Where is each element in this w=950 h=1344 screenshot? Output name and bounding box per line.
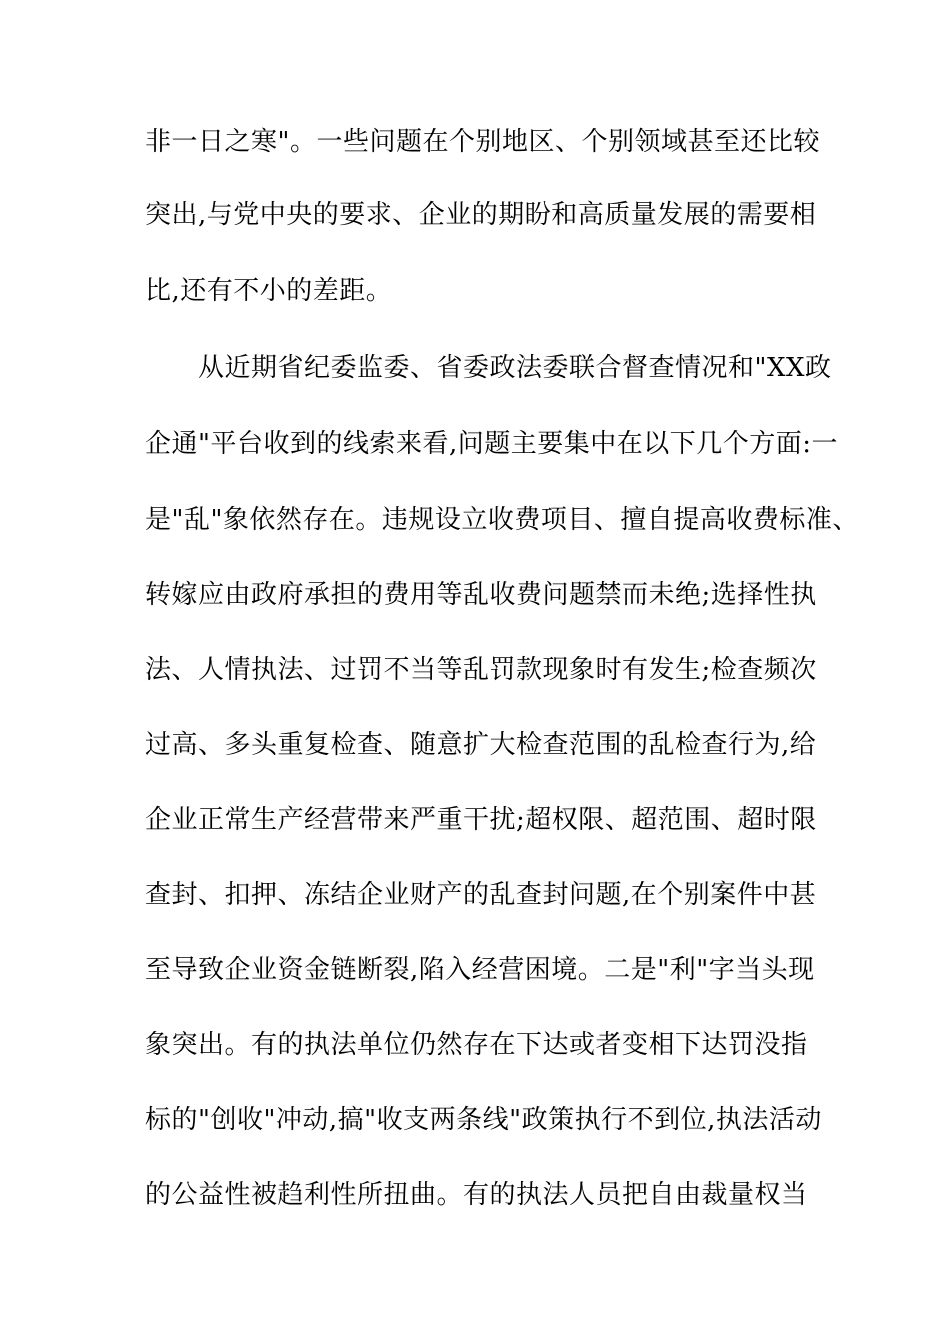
text-line: 至导致企业资金链断裂,陷入经营困境。二是"利"字当头现 [145,955,815,985]
text-line: 法、人情执法、过罚不当等乱罚款现象时有发生;检查频次 [145,655,817,685]
text-line: 比,还有不小的差距。 [145,276,393,306]
text-line: 是"乱"象依然存在。违规设立收费项目、擅自提高收费标准、 [145,505,859,535]
text-line: 企业正常生产经营带来严重干扰;超权限、超范围、超时限 [145,805,817,835]
text-line: 的公益性被趋利性所扭曲。有的执法人员把自由裁量权当 [145,1180,808,1210]
paragraph-start-line: 从近期省纪委监委、省委政法委联合督查情况和"XX政 [145,353,832,383]
text-line: 转嫁应由政府承担的费用等乱收费问题禁而未绝;选择性执 [145,580,817,610]
text-line: 象突出。有的执法单位仍然存在下达或者变相下达罚没指 [145,1030,808,1060]
text-line: 突出,与党中央的要求、企业的期盼和高质量发展的需要相 [145,200,817,230]
text-line: 企通"平台收到的线索来看,问题主要集中在以下几个方面:一 [145,429,838,459]
text-line: 标的"创收"冲动,搞"收支两条线"政策执行不到位,执法活动 [145,1105,822,1135]
text-line: 查封、扣押、冻结企业财产的乱查封问题,在个别案件中甚 [145,880,817,910]
text-line: 过高、多头重复检查、随意扩大检查范围的乱检查行为,给 [145,730,817,760]
text-line: 非一日之寒"。一些问题在个别地区、个别领域甚至还比较 [145,127,820,157]
